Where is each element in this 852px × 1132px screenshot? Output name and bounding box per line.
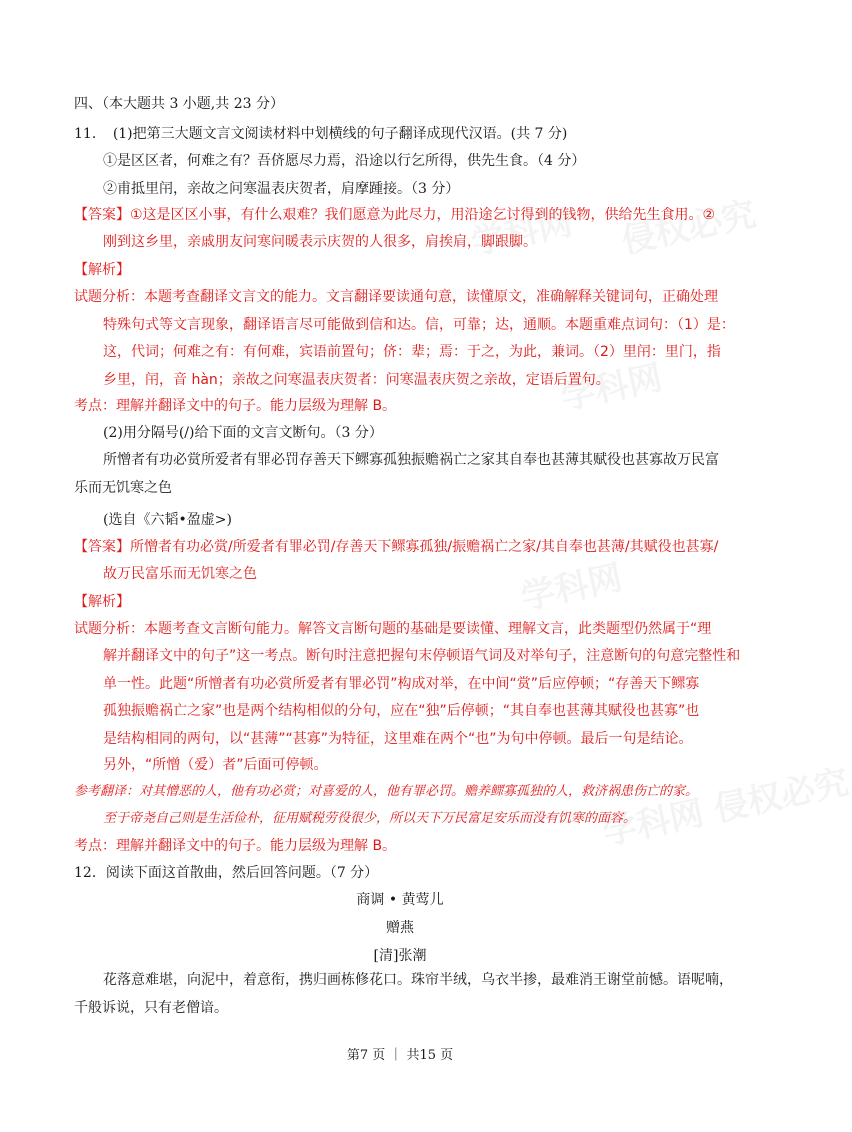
- q11-kaodian: 考点：理解并翻译文中的句子。能力层级为理解 B。: [74, 398, 397, 414]
- q11-sentence-1: ①是区区者，何难之有？吾侪愿尽力焉，沿途以行乞所得，供先生食。（4 分）: [103, 153, 586, 169]
- watermark: 学科网: [557, 357, 666, 419]
- watermark: 学科网: [517, 557, 626, 619]
- q11-analysis2-line-6: 另外，“所憎（爱）者”后面可停顿。: [103, 757, 328, 773]
- q11-part2-stem: (2)用分隔号(/)给下面的文言文断句。（3 分）: [103, 425, 383, 441]
- q11-analysis2-line-3: 单一性。此题“所憎者有功必赏所爱者有罪必罚”构成对举，在中间“赏”后应停顿；“存善天下鳏寡: [103, 676, 700, 692]
- q11-analysis-line-3: 这，代词；何难之有：有何难，宾语前置句；侪：辈；焉：于之，为此，兼词。（2）里闬：里门，指: [103, 344, 721, 360]
- poem-subtitle: 赠燕: [386, 920, 414, 936]
- watermark: 学科网: [467, 202, 576, 264]
- q12-stem: 12．阅读下面这首散曲，然后回答问题。（7 分）: [74, 865, 379, 881]
- q11-analysis-line-2: 特殊句式等文言现象，翻译语言尽可能做到信和达。信，可靠；达，通顺。本题重难点词句：（1）是：: [103, 317, 735, 333]
- q11-jiexi-heading: 【解析】: [74, 262, 130, 278]
- watermark: 侵权必究: [618, 194, 760, 262]
- q11-jiexi2-heading: 【解析】: [74, 594, 130, 610]
- section-header: 四、（本大题共 3 小题,共 23 分）: [74, 96, 284, 112]
- q11-analysis-line-1: 试题分析：本题考查翻译文言文的能力。文言翻译要读通句意，读懂原文，准确解释关键词句，正确处理: [74, 289, 718, 305]
- q11-passage-source: (选自《六韬•盈虚>): [103, 512, 232, 528]
- q11-answer-line-1: 【答案】①这是区区小事，有什么艰难？我们愿意为此尽力，用沿途乞讨得到的钱物，供给先生食用。②: [74, 207, 716, 223]
- q11-analysis2-line-5: 是结构相同的两句，以“甚薄”“甚寡”为特征，这里难在两个“也”为句中停顿。最后一句是结论。: [103, 731, 693, 747]
- q11-passage-line-1: 所憎者有功必赏所爱者有罪必罚存善天下鳏寡孤独振赡祸亡之家其自奉也甚薄其赋役也甚寡故万民富: [103, 452, 719, 468]
- poem-line-2: 千般诉说，只有老僧谙。: [74, 1000, 228, 1016]
- q11-reference-translation-line-2: 至于帝尧自己则是生活俭朴，征用赋税劳役很少，所以天下万民富足安乐而没有饥寒的面容。: [103, 811, 637, 826]
- q11-kaodian-2: 考点：理解并翻译文中的句子。能力层级为理解 B。: [74, 838, 397, 854]
- q11-analysis2-line-4: 孤独振赡祸亡之家”也是两个结构相似的分句，应在“独”后停顿；“其自奉也甚薄其赋役也甚寡”也: [103, 703, 700, 719]
- q11-passage-line-2: 乐而无饥寒之色: [74, 480, 172, 496]
- q11-analysis2-line-2: 解并翻译文中的句子”这一考点。断句时注意把握句末停顿语气词及对举句子，注意断句的句意完整性和: [103, 648, 741, 664]
- q11-analysis-line-4: 乡里，闬，音 hàn；亲故之问寒温表庆贺者：问寒温表庆贺之亲故，定语后置句。: [103, 372, 610, 388]
- q11-reference-translation-line-1: 参考翻译：对其憎恶的人，他有功必赏；对喜爱的人，他有罪必罚。赡养鳏寡孤独的人，救济祸患伤亡的家。: [74, 784, 699, 799]
- q11-sentence-2: ②甫抵里闬，亲故之问寒温表庆贺者，肩摩踵接。（3 分）: [103, 181, 460, 197]
- page-footer: 第7 页 ｜ 共15 页: [346, 1048, 454, 1063]
- poem-title: 商调 • 黄莺儿: [356, 892, 444, 908]
- q11-answer2-line-2: 故万民富乐而无饥寒之色: [103, 566, 257, 582]
- poem-line-1: 花落意难堪，向泥中，着意衔，携归画栋修花口。珠帘半绒，乌衣半掺，最难消王谢堂前憾。语呢喃，: [103, 972, 733, 988]
- watermark: 学科网 侵权必究: [599, 762, 852, 854]
- q11-answer-line-2: 刚到这乡里，亲戚朋友问寒问暖表示庆贺的人很多，肩挨肩，脚跟脚。: [103, 234, 537, 250]
- q11-analysis2-line-1: 试题分析：本题考查文言断句能力。解答文言断句题的基础是要读懂、理解文言，此类题型仍然属于“理: [74, 621, 712, 637]
- poem-author: [清]张潮: [373, 948, 427, 964]
- q11-stem: 11． (1)把第三大题文言文阅读材料中划横线的句子翻译成现代汉语。(共 7 分): [74, 126, 568, 142]
- q11-answer2-line-1: 【答案】所憎者有功必赏/所爱者有罪必罚/存善天下鳏寡孤独/振赡祸亡之家/其自奉也甚薄/其赋役也甚寡/: [74, 539, 719, 555]
